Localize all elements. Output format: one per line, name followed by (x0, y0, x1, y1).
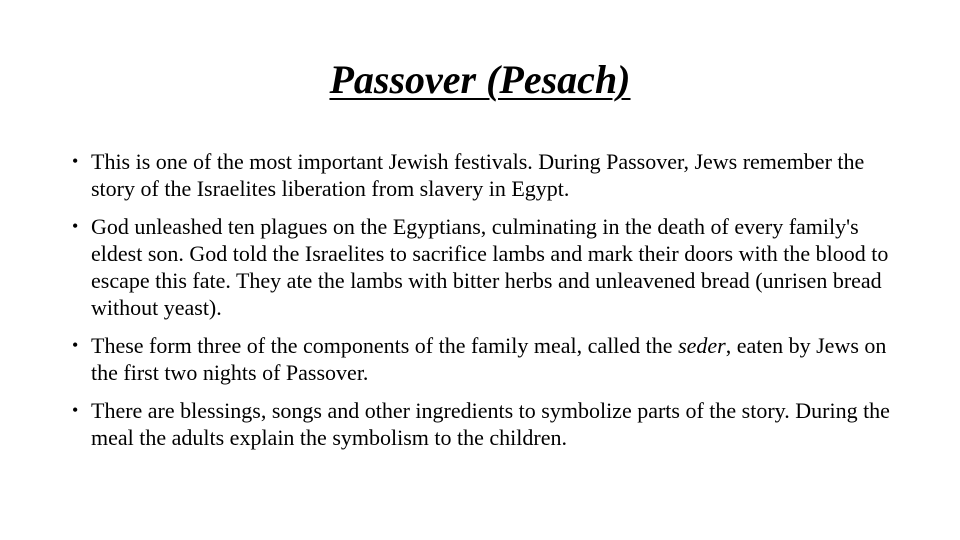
bullet-item (72, 213, 902, 321)
bullet-item (72, 332, 902, 386)
bullet-icon: • (72, 400, 79, 420)
bullet-text: There are blessings, songs and other ingredients to symbolize parts of the story. During the meal the adults explain the symbolism to the children. (91, 398, 890, 450)
bullet-text: God unleashed ten plagues on the Egyptians, culminating in the death of every family's eldest son. God told the Israelites to sacrifice lambs and mark their doors with the blood to escape this fate. They ate the lambs with bitter herbs and unleavened bread (unrisen bread without yeast). (91, 214, 889, 320)
bullet-text: This is one of the most important Jewish festivals. During Passover, Jews remember the story of the Israelites liberation from slavery in Egypt. (91, 149, 865, 201)
seder-term: seder (678, 333, 726, 358)
bullet-item (72, 397, 902, 451)
bullet-text (91, 333, 886, 385)
bullet-icon: • (72, 335, 79, 355)
bullet-icon: • (72, 216, 79, 236)
slide-title: Passover (Pesach) (329, 57, 631, 102)
bullet-text-before: These form three of the components of the family meal, called the (91, 333, 679, 358)
bullet-item (72, 148, 902, 202)
bullet-icon: • (72, 151, 79, 171)
bullet-list (72, 148, 902, 462)
bullet-text-after: , eaten by Jews on the first two nights of Passover. (91, 333, 887, 385)
